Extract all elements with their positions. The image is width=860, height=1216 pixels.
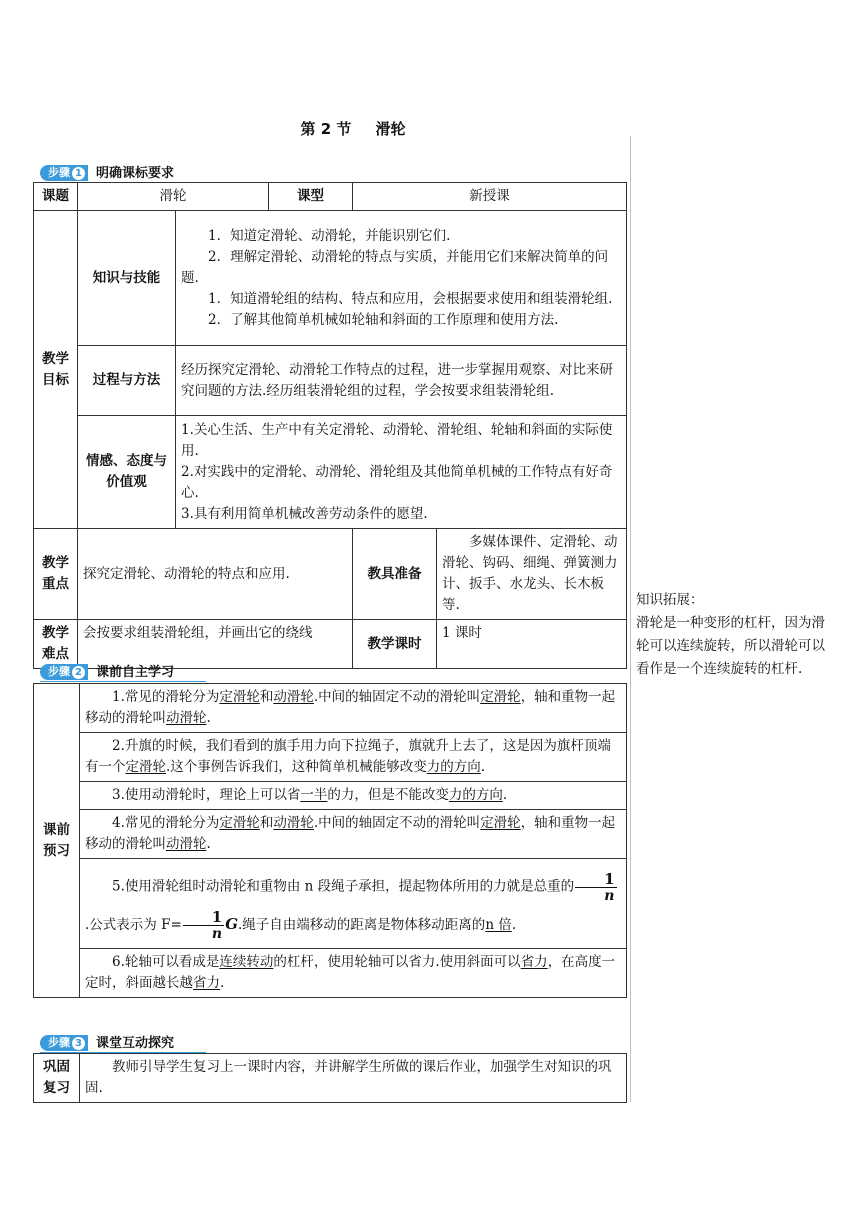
attitude-line: 2.对实践中的定滑轮、动滑轮、滑轮组及其他简单机械的工作特点有好奇心. (181, 463, 613, 501)
label-tools: 教具准备 (353, 529, 437, 620)
preview-item-3: 3.使用动滑轮时，理论上可以省一半的力，但是不能改变力的方向. (80, 782, 627, 810)
review-content: 教师引导学生复习上一课时内容，并讲解学生所做的课后作业，加强学生对知识的巩固. (80, 1054, 627, 1103)
label-hours: 教学课时 (353, 620, 437, 669)
step-number: 1 (72, 167, 85, 180)
variable-G: G (225, 915, 239, 933)
step-badge: 步骤 3 (40, 1035, 88, 1051)
label-type: 课型 (269, 183, 353, 211)
step-1-header (40, 163, 206, 181)
fraction-1-over-n: $\frac{1}{n}$ (183, 909, 224, 942)
key-points-content: 探究定滑轮、动滑轮的特点和应用. (78, 529, 353, 620)
note-text: 滑轮是一种变形的杠杆，因为滑轮可以连续旋转，所以滑轮可以看作是一个连续旋转的杠杆. (636, 615, 825, 677)
section-number: 第 2 节 (300, 120, 352, 138)
knowledge-extension-note (636, 589, 826, 681)
section-topic: 滑轮 (375, 120, 406, 138)
value-type: 新授课 (353, 183, 627, 211)
step-3-header (40, 1033, 206, 1051)
label-attitude: 情感、态度与价值观 (78, 416, 176, 529)
step-badge: 步骤 2 (40, 664, 88, 680)
preview-item-6: 6.轮轴可以看成是连续转动的杠杆，使用轮轴可以省力.使用斜面可以省力，在高度一定时，斜面越长越省力. (80, 949, 627, 998)
review-table (33, 1053, 627, 1103)
curriculum-table (33, 182, 627, 669)
section-title (0, 118, 706, 139)
step-label: 课堂互动探究 (96, 1036, 175, 1051)
fraction-1-over-n: $\frac{1}{n}$ (575, 871, 616, 904)
hours-content: 1 课时 (437, 620, 627, 669)
knowledge-content (176, 211, 627, 346)
step-2-header (40, 662, 206, 680)
process-content: 经历探究定滑轮、动滑轮工作特点的过程，进一步掌握用观察、对比来研究问题的方法.经历组装滑轮组的过程，学会按要求组装滑轮组. (176, 346, 627, 416)
preview-table (33, 683, 627, 998)
step-badge: 步骤 1 (40, 165, 88, 181)
tools-content: 多媒体课件、定滑轮、动滑轮、钩码、细绳、弹簧测力计、扳手、水龙头、长木板等. (437, 529, 627, 620)
label-topic: 课题 (34, 183, 78, 211)
label-preview: 课前预习 (34, 684, 80, 998)
label-process: 过程与方法 (78, 346, 176, 416)
step-number: 3 (72, 1037, 85, 1050)
knowledge-line: 1．知道定滑轮、动滑轮，并能识别它们. (208, 227, 451, 244)
label-key-points: 教学重点 (34, 529, 78, 620)
difficulty-content: 会按要求组装滑轮组，并画出它的绕线 (78, 620, 353, 669)
attitude-content (176, 416, 627, 529)
step-label: 课前自主学习 (96, 665, 175, 680)
step-number: 2 (72, 666, 85, 679)
preview-item-1: 1.常见的滑轮分为定滑轮和动滑轮.中间的轴固定不动的滑轮叫定滑轮，轴和重物一起移动的滑轮叫动滑轮. (80, 684, 627, 733)
attitude-line: 1.关心生活、生产中有关定滑轮、动滑轮、滑轮组、轮轴和斜面的实际使用. (181, 421, 613, 459)
preview-item-2: 2.升旗的时候，我们看到的旗手用力向下拉绳子，旗就升上去了，这是因为旗杆顶端有一个定滑轮.这个事例告诉我们，这种简单机械能够改变力的方向. (80, 733, 627, 782)
attitude-line: 3.具有利用简单机械改善劳动条件的愿望. (181, 505, 428, 522)
value-topic: 滑轮 (78, 183, 269, 211)
preview-item-5: 5.使用滑轮组时动滑轮和重物由 n 段绳子承担，提起物体所用的力就是总重的 $\frac{1}{n}$ .公式表示为 F= $\frac{1}{n}$ G.绳子自由端移动的距离是物体移动距离的n 倍. (80, 859, 627, 949)
knowledge-line: 2．理解定滑轮、动滑轮的特点与实质，并能用它们来解决简单的问题. (181, 248, 609, 286)
label-knowledge: 知识与技能 (78, 211, 176, 346)
knowledge-line: 2．了解其他简单机械如轮轴和斜面的工作原理和使用方法. (208, 311, 559, 328)
step-label: 明确课标要求 (96, 166, 175, 181)
label-difficulty: 教学难点 (34, 620, 78, 669)
note-title: 知识拓展： (636, 592, 704, 608)
margin-divider (630, 136, 631, 1102)
knowledge-line: 1．知道滑轮组的结构、特点和应用，会根据要求使用和组装滑轮组. (208, 290, 613, 307)
label-goals: 教学目标 (34, 211, 78, 529)
preview-item-4: 4.常见的滑轮分为定滑轮和动滑轮.中间的轴固定不动的滑轮叫定滑轮，轴和重物一起移动的滑轮叫动滑轮. (80, 810, 627, 859)
label-review: 巩固复习 (34, 1054, 80, 1103)
